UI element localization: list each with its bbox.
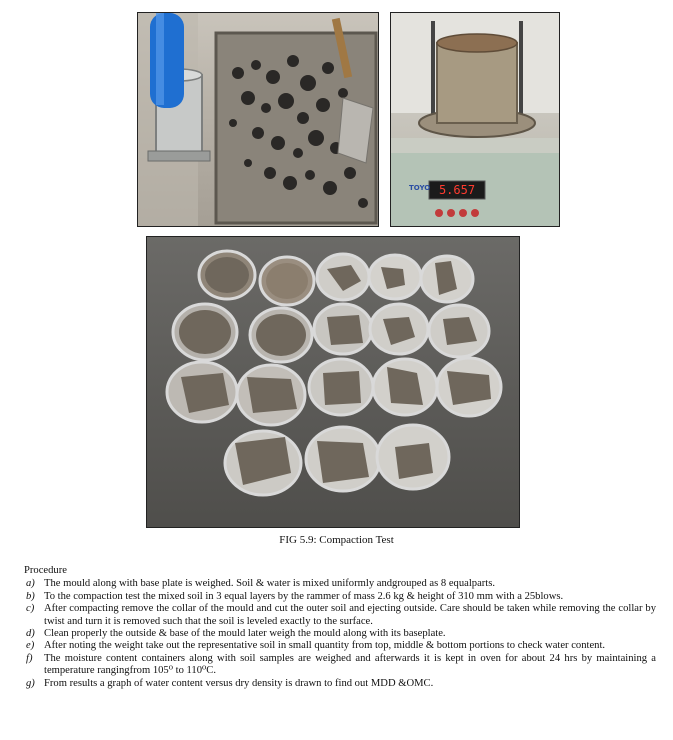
- procedure-section: [24, 565, 656, 690]
- procedure-step: [24, 653, 656, 678]
- procedure-step: [24, 603, 656, 628]
- photo-moisture-containers: [146, 236, 520, 528]
- step-marker: a): [26, 578, 35, 590]
- procedure-step: [24, 678, 656, 690]
- step-marker: c): [26, 603, 35, 615]
- photo-mould-on-scale: [390, 12, 560, 227]
- procedure-step: [24, 578, 656, 590]
- step-text: The mould along with base plate is weighed. Soil & water is mixed uniformly andgrouped as 8 equalparts.: [44, 578, 496, 590]
- procedure-steps: [24, 578, 656, 690]
- scale-reading: 5.657: [438, 183, 476, 197]
- procedure-heading: Procedure: [24, 565, 67, 576]
- step-text: To the compaction test the mixed soil in 3 equal layers by the rammer of mass 2.6 kg & height of 310 mm with a 25blows.: [44, 590, 564, 602]
- procedure-step: [24, 628, 656, 640]
- scale-illustration: [391, 13, 559, 226]
- step-marker: e): [26, 640, 35, 652]
- step-text: After compacting remove the collar of the mould and cut the outer soil and ejecting outside. Care should be taken while removing the collar by twist and turn it is removed such that the soil is leveled exactly to the surface.: [44, 603, 656, 627]
- step-text: From results a graph of water content versus dry density is drawn to find out MDD &OMC.: [44, 677, 434, 689]
- mould-tray-illustration: [138, 13, 378, 226]
- scale-brand: TOYO: [409, 184, 431, 192]
- containers-illustration: [147, 237, 519, 527]
- photo-mould-and-soil-tray: [137, 12, 379, 227]
- step-text: The moisture content containers along with soil samples are weighed and afterwards it is kept in oven for about 24 hrs by maintaining a temperature rangingfrom 105⁰ to 110⁰C.: [44, 652, 656, 677]
- procedure-step: [24, 640, 656, 652]
- procedure-step: [24, 591, 656, 603]
- step-text: Clean properly the outside & base of the mould later weigh the mould along with its baseplate.: [44, 628, 446, 640]
- step-marker: b): [26, 590, 35, 602]
- step-marker: g): [26, 677, 35, 689]
- step-marker: f): [26, 652, 33, 664]
- step-text: After noting the weight take out the representative soil in small quantity from top, middle & bottom portions to check water content.: [44, 640, 606, 652]
- figure-caption: FIG 5.9: Compaction Test: [279, 534, 394, 546]
- step-marker: d): [26, 628, 35, 640]
